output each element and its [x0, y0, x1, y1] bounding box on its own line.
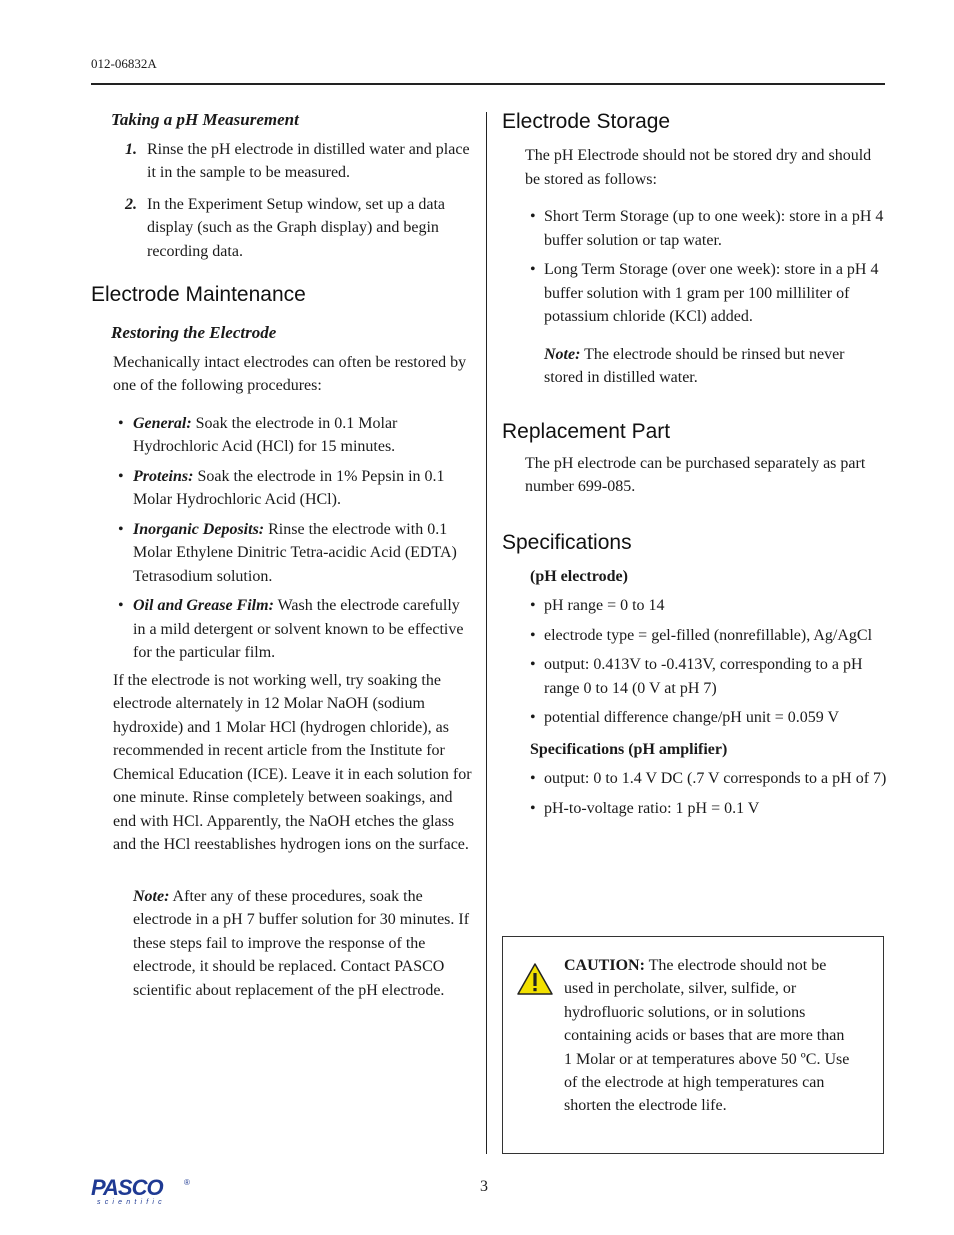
specifications-heading: Specifications — [502, 530, 632, 554]
note-text: The electrode should be rinsed but never stored in distilled water. — [544, 345, 845, 386]
restoring-title: Restoring the Electrode — [111, 323, 277, 342]
list-item: • electrode type = gel-filled (nonrefillable), Ag/AgCl — [530, 626, 873, 644]
procedure-list — [91, 412, 476, 665]
extra-paragraph: If the electrode is not working well, try soaking the electrode alternately in 12 Molar NaOH (sodium hydroxide) and 1 Molar HCl (hydrogen chloride), as recommended in recent article from the Institute for Chemical Education (ICE). Leave it in each solution for one minute. Rinse completely between soakings, and end with HCl. Apparently, the NaOH etches the glass and the HCl reestablishes hydrogen ions on the surface. — [113, 671, 472, 853]
list-item — [91, 138, 476, 185]
replacement-heading: Replacement Part — [502, 419, 671, 443]
spec-subtitle-amplifier: Specifications (pH amplifier) — [530, 740, 728, 758]
warning-icon — [516, 962, 554, 996]
caution-body: The electrode should not be used in percholate, silver, sulfide, or hydrofluoric solutions, or in solutions containing acids or bases that are more than 1 Molar or at temperatures above 50 ºC. Use of the electrode at high temperatures can shorten the electrode life. — [564, 957, 850, 1115]
left-column — [91, 108, 476, 1002]
list-item: • Long Term Storage (over one week): store in a pH 4 buffer solution with 1 gram per 100 milliliter of potassium chloride (KCl) added. — [530, 261, 879, 325]
note-text: After any of these procedures, soak the electrode in a pH 7 buffer solution for 30 minutes. If these steps fail to improve the response of the electrode, it should be replaced. Contact PASCO scientific about replacement of the pH electrode. — [133, 887, 470, 999]
logo-registered-mark: ® — [184, 1178, 190, 1187]
list-item: • Inorganic Deposits: Rinse the electrode with 0.1 Molar Ethylene Dinitric Tetra-acidic Acid (EDTA) Tetrasodium solution. — [118, 520, 457, 585]
step-text: In the Experiment Setup window, set up a data display (such as the Graph display) and begin recording data. — [147, 195, 445, 260]
storage-heading: Electrode Storage — [502, 110, 671, 133]
storage-list — [502, 205, 887, 329]
spec-item-text: electrode type = gel-filled (nonrefillable), Ag/AgCl — [544, 626, 873, 644]
list-item: • potential difference change/pH unit = 0.059 V — [530, 709, 840, 726]
spec-list-electrode — [502, 594, 887, 730]
list-item: • pH range = 0 to 14 — [530, 597, 665, 614]
procedure-text: Soak the electrode in 1% Pepsin in 0.1 Molar Hydrochloric Acid (HCl). — [133, 467, 445, 508]
procedure-text: Soak the electrode in 0.1 Molar Hydrochloric Acid (HCl) for 15 minutes. — [133, 414, 398, 455]
restoring-intro: Mechanically intact electrodes can often be restored by one of the following procedures: — [113, 353, 467, 394]
list-item: • output: 0.413V to -0.413V, corresponding to a pH range 0 to 14 (0 V at pH 7) — [530, 656, 863, 697]
caution-lead: CAUTION: — [564, 957, 645, 974]
storage-note — [502, 343, 887, 390]
procedure-text: Rinse the electrode with 0.1 Molar Ethylene Dinitric Tetra-acidic Acid (EDTA) Tetrasodium solution. — [133, 520, 457, 585]
measure-steps — [91, 138, 476, 264]
right-column — [502, 108, 887, 826]
procedure-text: Wash the electrode carefully in a mild detergent or solvent known to be effective for the particular film. — [133, 597, 464, 661]
spec-list-amplifier — [502, 767, 887, 820]
logo-subtext: scientific — [97, 1199, 166, 1206]
note-lead: Note: — [133, 887, 170, 905]
maintenance-note — [91, 885, 476, 1003]
list-item: • Proteins: Soak the electrode in 1% Pepsin in 0.1 Molar Hydrochloric Acid (HCl). — [118, 467, 445, 508]
storage-item-text: Long Term Storage (over one week): store in a pH 4 buffer solution with 1 gram per 100 milliliter of potassium chloride (KCl) added. — [544, 261, 879, 325]
column-divider — [486, 112, 487, 1154]
spec-subtitle-electrode: (pH electrode) — [530, 567, 628, 585]
pasco-logo — [91, 1176, 201, 1211]
list-item: • pH-to-voltage ratio: 1 pH = 0.1 V — [530, 799, 760, 817]
procedure-lead: Oil and Grease Film: — [133, 597, 274, 614]
note-lead: Note: — [544, 345, 581, 363]
procedure-lead: General: — [133, 414, 192, 432]
procedure-lead: Inorganic Deposits: — [133, 520, 265, 538]
list-item — [91, 193, 476, 264]
list-item: • Oil and Grease Film: Wash the electrode carefully in a mild detergent or solvent known to be effective for the particular film. — [118, 597, 464, 661]
step-number: 2. — [125, 195, 137, 213]
page-number: 3 — [480, 1178, 488, 1195]
header-rule — [91, 83, 885, 85]
list-item: • output: 0 to 1.4 V DC (.7 V corresponds to a pH of 7) — [530, 770, 887, 787]
storage-intro: The pH Electrode should not be stored dry and should be stored as follows: — [525, 147, 872, 188]
caution-text — [564, 954, 854, 1118]
caution-box — [502, 936, 884, 1154]
spec-item-text: potential difference change/pH unit = 0.059 V — [544, 709, 840, 726]
spec-item-text: pH-to-voltage ratio: 1 pH = 0.1 V — [544, 799, 760, 817]
spec-item-text: output: 0 to 1.4 V DC (.7 V corresponds to a pH of 7) — [544, 770, 887, 787]
step-text: Rinse the pH electrode in distilled water and place it in the sample to be measured. — [147, 140, 470, 181]
procedure-lead: Proteins: — [133, 467, 194, 485]
spec-item-text: output: 0.413V to -0.413V, corresponding to a pH range 0 to 14 (0 V at pH 7) — [544, 656, 863, 697]
step-number: 1. — [125, 140, 137, 158]
spec-item-text: pH range = 0 to 14 — [544, 597, 665, 614]
document-number: 012-06832A — [91, 56, 157, 71]
maintenance-heading: Electrode Maintenance — [91, 283, 306, 306]
measure-title: Taking a pH Measurement — [111, 110, 299, 129]
storage-item-text: Short Term Storage (up to one week): store in a pH 4 buffer solution or tap water. — [544, 208, 884, 249]
logo-wordmark: PASCO — [91, 1176, 163, 1200]
list-item: • Short Term Storage (up to one week): store in a pH 4 buffer solution or tap water. — [530, 208, 884, 249]
list-item: • General: Soak the electrode in 0.1 Molar Hydrochloric Acid (HCl) for 15 minutes. — [118, 414, 398, 455]
replacement-text: The pH electrode can be purchased separately as part number 699-085. — [525, 454, 866, 495]
